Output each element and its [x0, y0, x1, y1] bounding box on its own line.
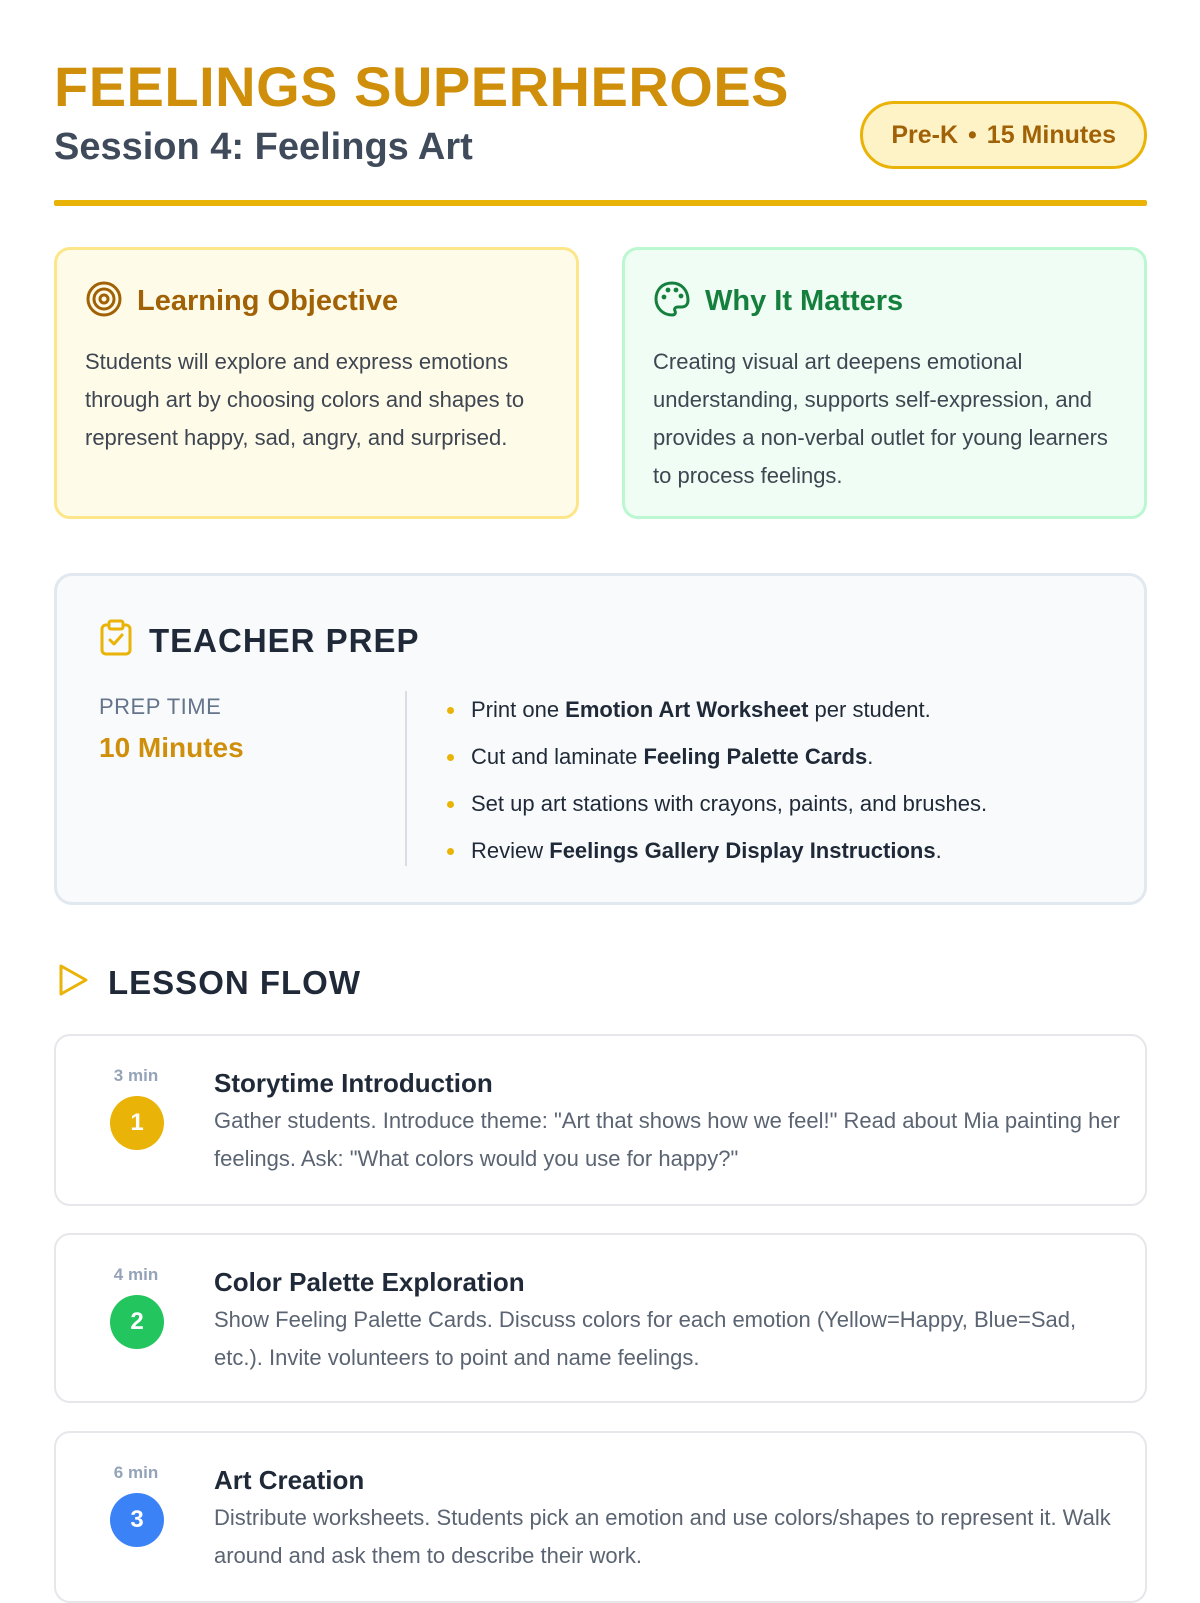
- lesson-step: [54, 1233, 1147, 1403]
- step-number-badge: 2: [110, 1295, 164, 1349]
- step-title: Art Creation: [214, 1465, 365, 1495]
- lesson-flow-header: [56, 962, 361, 1003]
- step-duration: 3 min: [113, 1066, 159, 1085]
- step-description: Distribute worksheets. Students pick an emotion and use colors/shapes to represent it. Walk around and ask them to describe their work.: [214, 1505, 1111, 1568]
- grade-duration-badge: [860, 101, 1147, 169]
- target-icon: [85, 280, 123, 323]
- header: [54, 0, 1147, 206]
- step-description: Show Feeling Palette Cards. Discuss colors for each emotion (Yellow=Happy, Blue=Sad, etc.). Invite volunteers to point and name feelings.: [214, 1307, 1077, 1370]
- grade-level: Pre-K: [891, 120, 959, 149]
- step-title: Storytime Introduction: [214, 1068, 493, 1098]
- step-description: Gather students. Introduce theme: "Art that shows how we feel!" Read about Mia painting her feelings. Ask: "What colors would you use for happy?": [214, 1108, 1120, 1171]
- prep-checklist: [447, 686, 987, 874]
- lesson-step: [54, 1431, 1147, 1603]
- badge-separator: •: [968, 120, 977, 149]
- why-it-matters-card: [622, 247, 1147, 519]
- teacher-prep-title: TEACHER PREP: [149, 621, 420, 659]
- lesson-step: [54, 1034, 1147, 1206]
- prep-item: Cut and laminate Feeling Palette Cards.: [447, 733, 987, 780]
- step-duration: 6 min: [113, 1463, 159, 1482]
- session-subtitle: Session 4: Feelings Art: [54, 126, 473, 168]
- prep-item: Set up art stations with crayons, paints, and brushes.: [447, 780, 987, 827]
- learning-objective-card: [54, 247, 579, 519]
- prep-time-value: 10 Minutes: [99, 732, 244, 763]
- prep-time-label: PREP TIME: [99, 694, 222, 719]
- step-title: Color Palette Exploration: [214, 1267, 525, 1297]
- clipboard-icon: [99, 619, 133, 662]
- play-icon: [56, 962, 90, 1003]
- palette-icon: [653, 280, 691, 323]
- step-number-badge: 3: [110, 1493, 164, 1547]
- prep-time-block: [99, 694, 244, 764]
- step-number-badge: 1: [110, 1096, 164, 1150]
- page-title: FEELINGS SUPERHEROES: [54, 55, 790, 118]
- prep-item: Print one Emotion Art Worksheet per student.: [447, 686, 987, 733]
- lesson-plan-page: [54, 0, 1147, 1568]
- why-text: Creating visual art deepens emotional understanding, supports self-expression, and provides a non-verbal outlet for young learners to process feelings.: [653, 349, 1108, 488]
- prep-divider: [405, 691, 407, 866]
- lesson-duration: 15 Minutes: [986, 120, 1116, 149]
- step-duration: 4 min: [113, 1265, 159, 1284]
- objective-text: Students will explore and express emotions through art by choosing colors and shapes to represent happy, sad, angry, and surprised.: [85, 349, 525, 450]
- header-divider: [54, 200, 1147, 206]
- teacher-prep-panel: [54, 573, 1147, 905]
- objective-title: Learning Objective: [137, 285, 399, 317]
- lesson-flow-title: LESSON FLOW: [108, 963, 361, 1001]
- prep-item: Review Feelings Gallery Display Instructions.: [447, 827, 987, 874]
- why-title: Why It Matters: [705, 285, 904, 317]
- info-cards: [54, 247, 1147, 519]
